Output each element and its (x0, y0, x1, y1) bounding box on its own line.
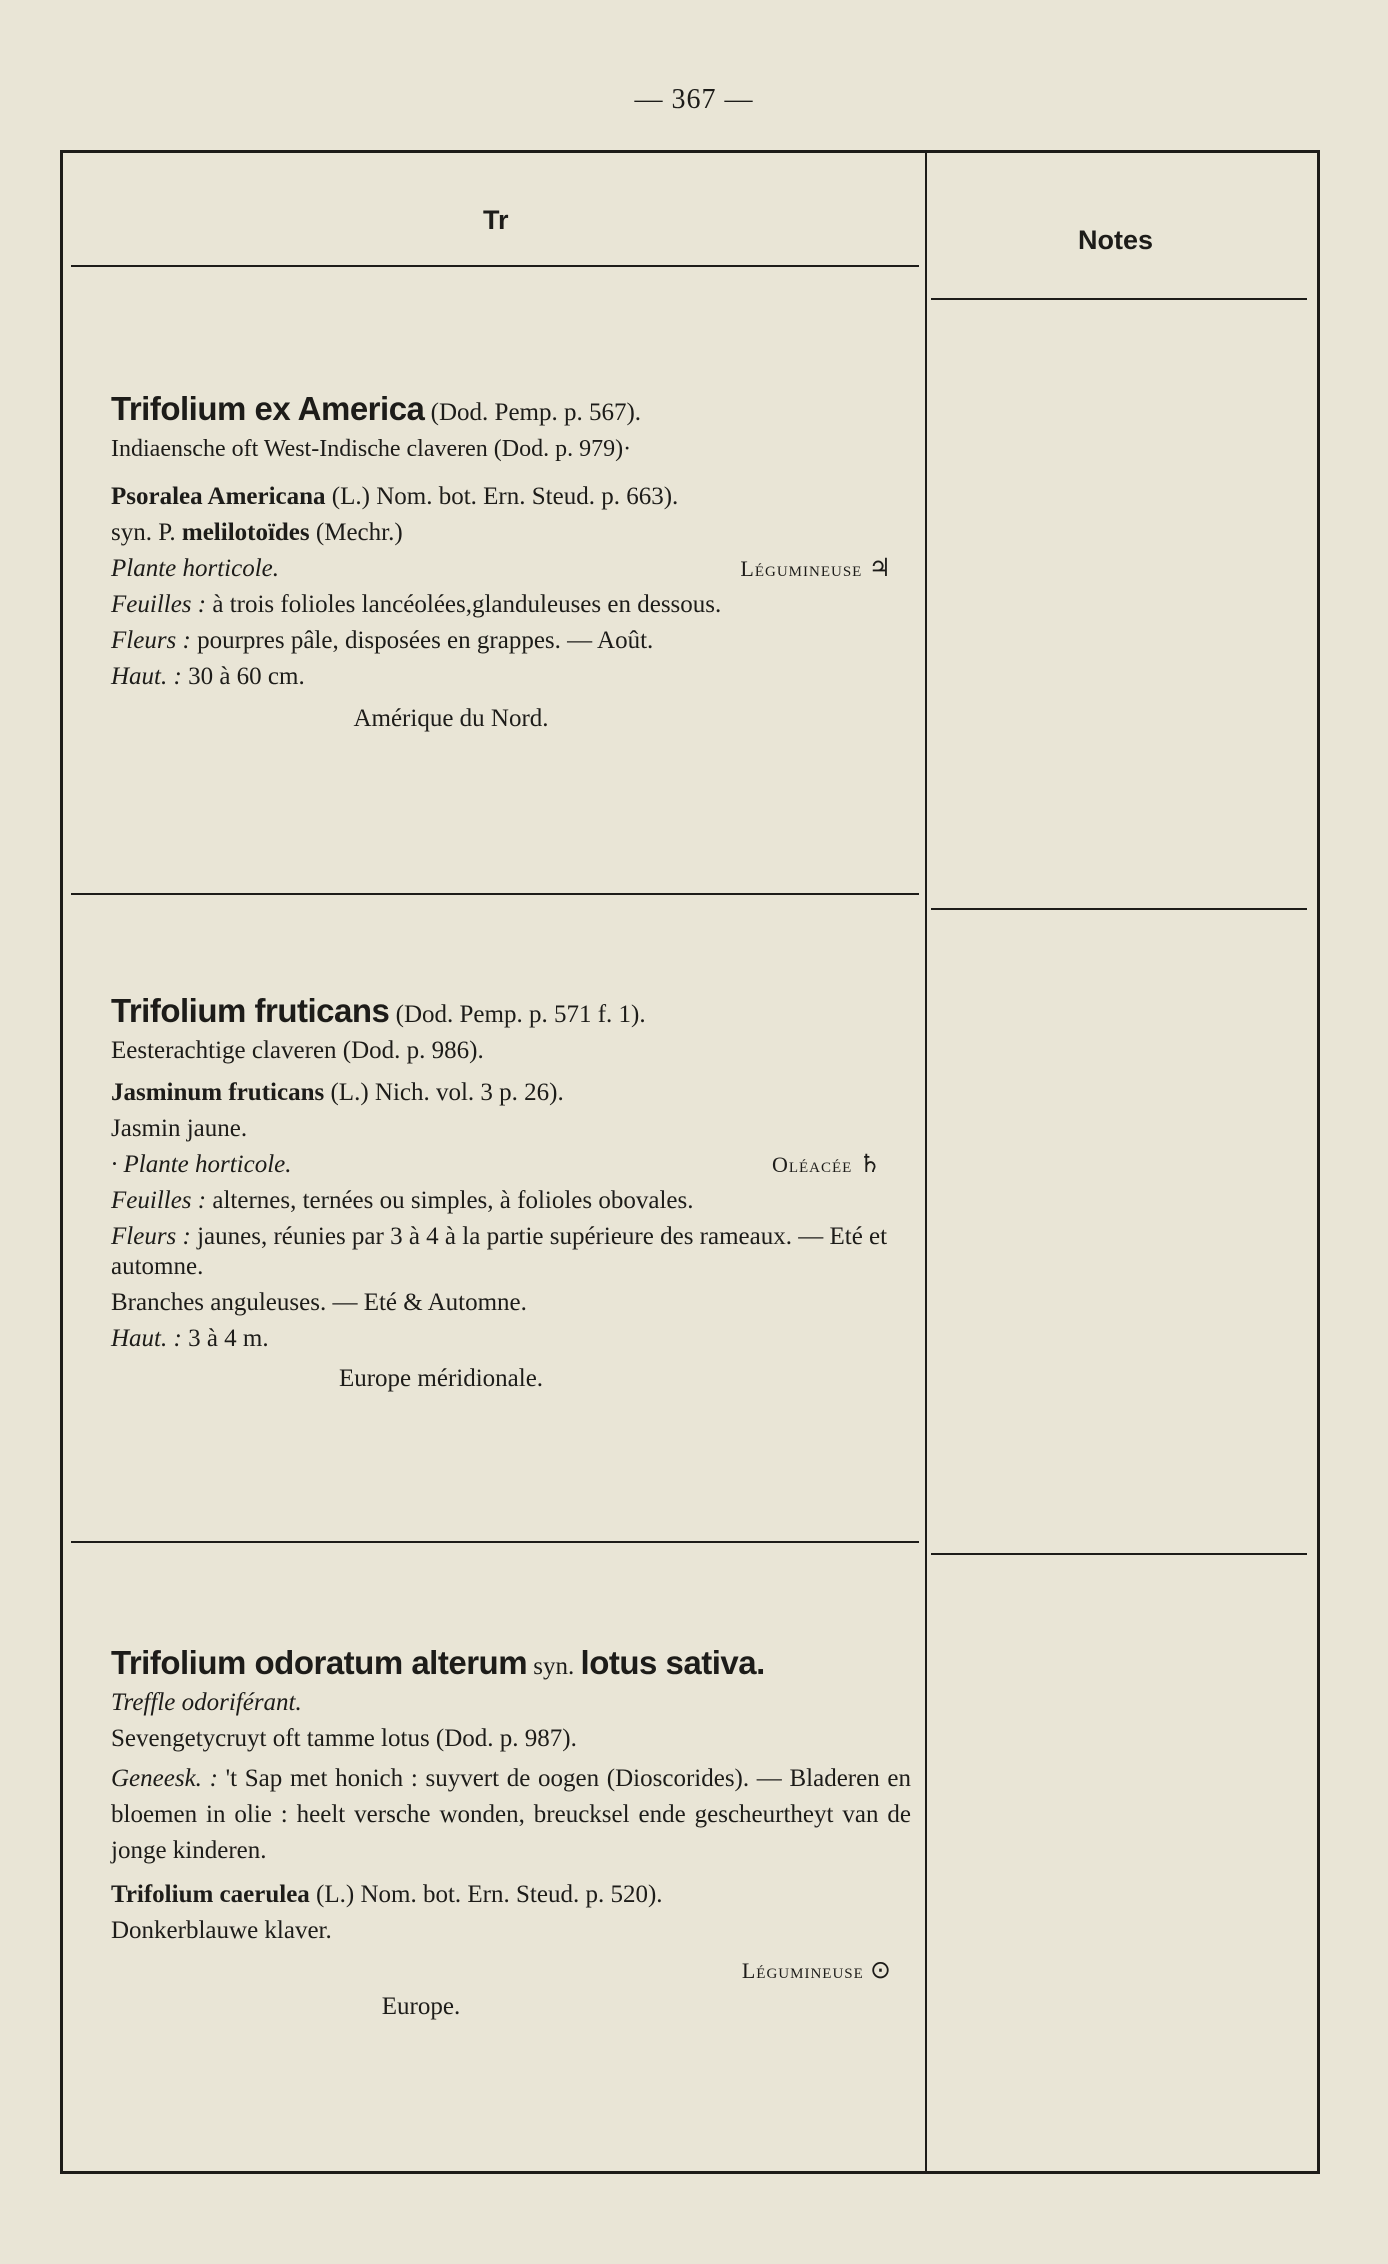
region: Europe méridionale. (338, 1365, 544, 1392)
entry-title-alt: lotus sativa. (580, 1644, 765, 1681)
family-name: Légumineuse (741, 1958, 864, 1983)
synonym2-prefix: syn. P. (111, 519, 176, 546)
entry-trifolium-ex-america (111, 391, 911, 737)
haut-text: 30 à 60 cm. (188, 663, 305, 690)
entry-title: Trifolium odoratum alterum (111, 1644, 528, 1681)
column-header-tr: Tr (483, 205, 509, 235)
feuilles-text: alternes, ternées ou simples, à folioles obovales. (212, 1187, 694, 1214)
page-number: — 367 — (634, 84, 754, 115)
region: Europe. (381, 1993, 461, 2020)
fleurs-text: pourpres pâle, disposées en grappes. — Août. (197, 627, 654, 654)
entry-title: Trifolium ex America (111, 390, 425, 427)
feuilles-label: Feuilles : (111, 591, 207, 618)
region: Amérique du Nord. (353, 705, 549, 732)
entry-title-syn: syn. (533, 1653, 575, 1680)
geneesk-text: 't Sap met honich : suyvert de oogen (Dioscorides). — Bladeren en bloemen in olie : heelt versche wonden, breucksel ende gescheurtheyt van de jonge kinderen. (111, 1765, 912, 1864)
entry-dutch-name: Sevengetycruyt oft tamme lotus (Dod. p. 987). (111, 1725, 577, 1752)
entry-trifolium-fruticans (111, 993, 911, 1397)
haut-label: Haut. : (111, 1325, 182, 1352)
table-frame (60, 150, 1320, 2174)
entry-title-ref: (Dod. Pemp. p. 567). (430, 399, 642, 426)
entry-rule-2-right (931, 1553, 1307, 1555)
fleurs-label: Fleurs : (111, 1223, 191, 1250)
plante-note: Plante horticole. (111, 555, 280, 582)
entry-title-ref: (Dod. Pemp. p. 571 f. 1). (395, 1001, 646, 1028)
feuilles-text: à trois folioles lancéolées,glanduleuses en dessous. (212, 591, 722, 618)
haut-label: Haut. : (111, 663, 182, 690)
synonym-name: Trifolium caerulea (111, 1881, 310, 1908)
header-rule-left (71, 265, 919, 267)
synonym-ref: (L.) Nom. bot. Ern. Steud. p. 520). (316, 1881, 663, 1908)
haut-text: 3 à 4 m. (188, 1325, 269, 1352)
lifeform-symbol: ⊙ (870, 1957, 891, 1984)
entry-rule-1-right (931, 908, 1307, 910)
entry-title: Trifolium fruticans (111, 992, 390, 1029)
geneesk-label: Geneesk. : (111, 1765, 218, 1792)
lifeform-symbol: ♃ (868, 555, 891, 582)
fleurs-text: jaunes, réunies par 3 à 4 à la partie supérieure des rameaux. — Eté et automne. (111, 1223, 888, 1280)
synonym2-ref: (Mechr.) (315, 519, 403, 546)
entry-dutch-name: Indiaensche oft West-Indische claveren (Dod. p. 979)· (111, 436, 632, 462)
synonym-name: Jasminum fruticans (111, 1079, 325, 1106)
synonym2-name: melilotoïdes (181, 519, 310, 546)
family-name: Légumineuse (740, 556, 863, 581)
branches-note: Branches anguleuses. — Eté & Automne. (111, 1289, 527, 1316)
common-name: Jasmin jaune. (111, 1115, 248, 1142)
feuilles-label: Feuilles : (111, 1187, 207, 1214)
synonym-name: Psoralea Americana (111, 483, 326, 510)
lifeform-symbol: ♄ (858, 1151, 881, 1178)
plante-note: · Plante horticole. (111, 1151, 292, 1178)
entry-trifolium-odoratum-alterum (111, 1645, 911, 2025)
entry-rule-1-left (71, 893, 919, 895)
family-name: Oléacée (771, 1152, 853, 1177)
fleurs-label: Fleurs : (111, 627, 191, 654)
french-name: Treffle odoriférant. (111, 1689, 302, 1716)
synonym-ref: (L.) Nich. vol. 3 p. 26). (330, 1079, 564, 1106)
column-header-notes: Notes (1078, 225, 1154, 255)
header-rule-right (931, 298, 1307, 300)
entry-dutch-name: Eesterachtige claveren (Dod. p. 986). (111, 1037, 484, 1064)
column-divider (925, 153, 927, 2171)
entry-rule-2-left (71, 1541, 919, 1543)
synonym-ref: (L.) Nom. bot. Ern. Steud. p. 663). (331, 483, 679, 510)
common-name: Donkerblauwe klaver. (111, 1917, 332, 1944)
